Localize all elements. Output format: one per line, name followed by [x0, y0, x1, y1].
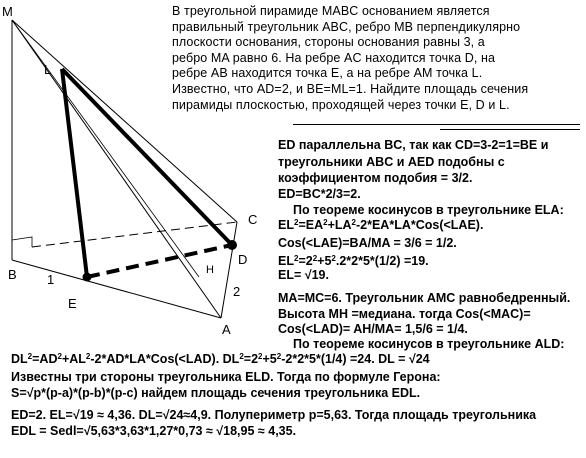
- solution-line: Высота MH =медиана. тогда Cos(<MAC)=: [278, 307, 531, 321]
- problem-line: пирамиды плоскостью, проходящей через точки E, D и L.: [172, 97, 510, 112]
- section-le: [62, 69, 87, 277]
- solution-line: MA=MC=6. Треугольник AMC равнобедренный.: [278, 291, 571, 305]
- solution-line: По теореме косинусов в треугольнике ELA:: [293, 203, 564, 217]
- label-e: E: [68, 296, 77, 311]
- problem-line: ребре AB находится точка E, а на ребре AM точка L.: [172, 66, 483, 81]
- solution-line: треугольники ABC и AED подобны с: [278, 155, 505, 169]
- solution-line: Известны три стороны треугольника ELD. Тогда по формуле Герона:: [11, 370, 441, 384]
- label-d: D: [238, 252, 248, 267]
- divider-line-short: [440, 129, 580, 130]
- edge-bc-hidden: [32, 222, 237, 247]
- solution-line: S=√p*(p-a)*(p-b)*(p-c) найдем площадь сечения треугольника EDL.: [11, 386, 421, 400]
- solution-line: ED параллельна BC, так как CD=3-2=1=BE и: [278, 138, 549, 152]
- solution-line: По теореме косинусов в треугольнике ALD:: [293, 337, 565, 351]
- problem-line: правильный треугольник ABC, ребро MB перпендикулярно: [172, 19, 521, 34]
- problem-line: Известно, что AD=2, и BE=ML=1. Найдите площадь сечения: [172, 81, 529, 96]
- solution-line: Cos(<LAE)=BA/MA = 3/6 = 1/2.: [278, 236, 457, 250]
- solution-line: коэффициентом подобия = 3/2.: [278, 171, 473, 185]
- label-a: A: [222, 322, 231, 337]
- solution-line: $EL^2=2^2+5^2.2*2*5*(1/2) =19$.: [278, 254, 429, 268]
- divider-line: [293, 124, 580, 125]
- point-e: [83, 273, 92, 282]
- label-two: 2: [233, 284, 241, 299]
- label-one: 1: [47, 272, 55, 287]
- label-b: B: [8, 267, 17, 282]
- solution-line: $EL^2=EA^2+LA^2-2*EA*LA*Cos(<LAE)$.: [278, 218, 484, 232]
- label-h: H: [206, 264, 214, 276]
- problem-line: В треугольной пирамиде MABC основанием является: [172, 4, 490, 18]
- label-l: L: [44, 62, 52, 77]
- label-m: M: [2, 4, 13, 19]
- solution-line: $DL^2=AD^2+AL^2-2*AD*LA*Cos(<LAD)$. $DL^2=2^2+5^2-2*2*5*(1/4) =24$. DL = √24: [11, 352, 430, 366]
- solution-line: Cos(<LAD)= AH/MA= 1,5/6 = 1/4.: [278, 322, 468, 336]
- problem-line: ребро MA равно 6. На ребре AC находится точка D, на: [172, 50, 496, 65]
- solution-line: ED=BC*2/3=2.: [278, 187, 361, 201]
- problem-statement: [172, 4, 580, 113]
- point-d: [227, 240, 237, 250]
- problem-line: плоскости основания, стороны основания равны 3, а: [172, 35, 485, 50]
- solution-line: EL= √19.: [278, 268, 329, 282]
- right-angle-mark: [12, 237, 32, 247]
- solution-line: EDL = Sedl=√5,63*3,63*1,27*0,73 ≈ √18,95 ≈ 4,35.: [11, 424, 297, 438]
- solution-line: ED=2. EL=√19 ≈ 4,36. DL=√24≈4,9. Полупериметр p=5,63. Тогда площадь треугольника: [11, 408, 537, 422]
- label-c: C: [248, 212, 258, 227]
